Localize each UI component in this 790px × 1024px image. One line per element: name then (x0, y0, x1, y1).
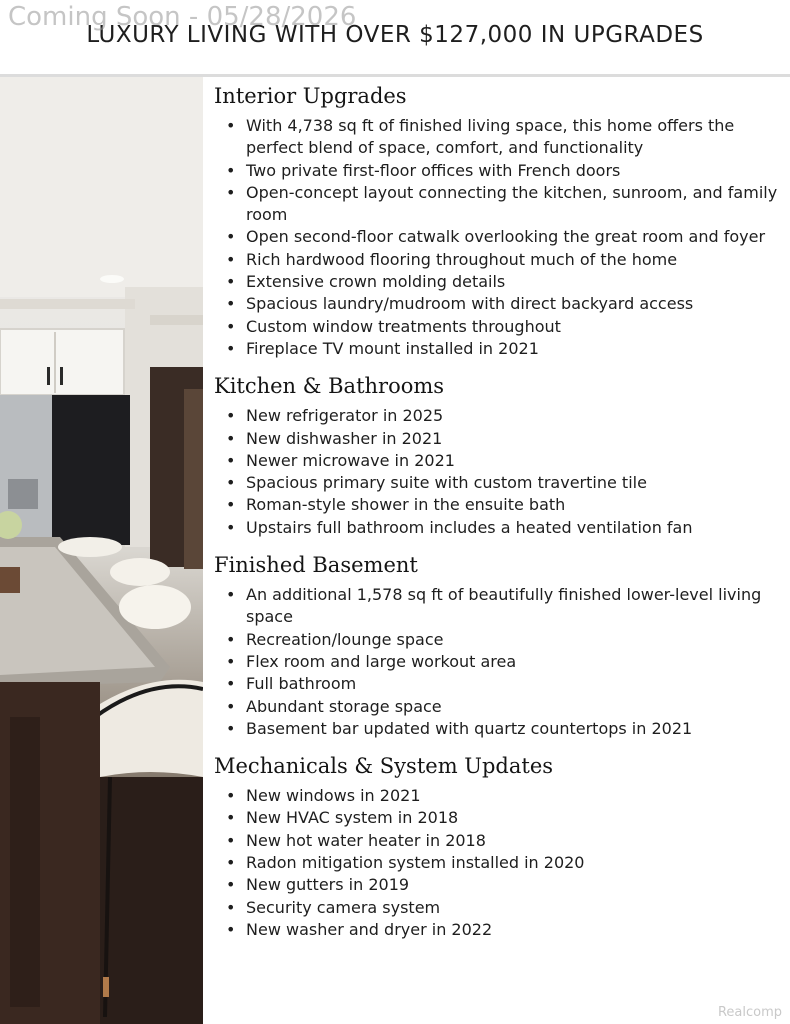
coming-soon-watermark: Coming Soon - 05/28/2026 (8, 2, 357, 32)
section-title: Interior Upgrades (214, 84, 407, 108)
list-item: • Basement bar updated with quartz countertops in 2021 (214, 718, 780, 740)
list-item: • Newer microwave in 2021 (214, 450, 780, 472)
list-item: • New windows in 2021 (214, 785, 780, 807)
list-item: • Abundant storage space (214, 696, 780, 718)
section-interior (214, 82, 780, 360)
list-item: • Rich hardwood flooring throughout much of the home (214, 249, 780, 271)
list-item: • Custom window treatments throughout (214, 316, 780, 338)
bullet-list (214, 785, 780, 941)
list-item: • New washer and dryer in 2022 (214, 919, 780, 941)
kitchen-photo (0, 77, 203, 1024)
list-item: • New HVAC system in 2018 (214, 807, 780, 829)
list-item: • Open-concept layout connecting the kitchen, sunroom, and family room (214, 182, 780, 227)
section-title: Mechanicals & System Updates (214, 754, 554, 779)
list-item: • New refrigerator in 2025 (214, 405, 780, 427)
list-item: • Two private first-floor offices with French doors (214, 160, 780, 182)
section-title: Finished Basement (214, 553, 418, 578)
list-item: • Spacious laundry/mudroom with direct backyard access (214, 293, 780, 315)
section-kitchen-bathrooms (214, 372, 780, 539)
kitchen-photo-illustration (0, 77, 203, 1024)
bullet-list (214, 115, 780, 360)
list-item: • Spacious primary suite with custom travertine tile (214, 472, 780, 494)
list-item: • Extensive crown molding details (214, 271, 780, 293)
list-item: • New hot water heater in 2018 (214, 830, 780, 852)
upgrades-list (214, 82, 780, 953)
list-item: • Open second-floor catwalk overlooking the great room and foyer (214, 226, 780, 248)
list-item: • With 4,738 sq ft of finished living space, this home offers the perfect blend of space, comfort, and functionality (214, 115, 780, 160)
list-item: • Radon mitigation system installed in 2020 (214, 852, 780, 874)
bullet-list (214, 584, 780, 740)
list-item: • New dishwasher in 2021 (214, 428, 780, 450)
list-item: • Full bathroom (214, 673, 780, 695)
realcomp-logo: Realcomp (717, 1005, 782, 1020)
list-item: • New gutters in 2019 (214, 874, 780, 896)
bullet-list (214, 405, 780, 539)
section-title: Kitchen & Bathrooms (214, 374, 445, 399)
list-item: • Roman-style shower in the ensuite bath (214, 494, 780, 516)
list-item: • Fireplace TV mount installed in 2021 (214, 338, 780, 360)
section-finished-basement (214, 551, 780, 740)
page-title: LUXURY LIVING WITH OVER $127,000 IN UPGRADES (86, 22, 704, 48)
list-item: • Security camera system (214, 897, 780, 919)
list-item: • Flex room and large workout area (214, 651, 780, 673)
list-item: • Upstairs full bathroom includes a heated ventilation fan (214, 517, 780, 539)
section-mechanicals (214, 752, 780, 941)
list-item: • An additional 1,578 sq ft of beautifully finished lower-level living space (214, 584, 780, 629)
list-item: • Recreation/lounge space (214, 629, 780, 651)
